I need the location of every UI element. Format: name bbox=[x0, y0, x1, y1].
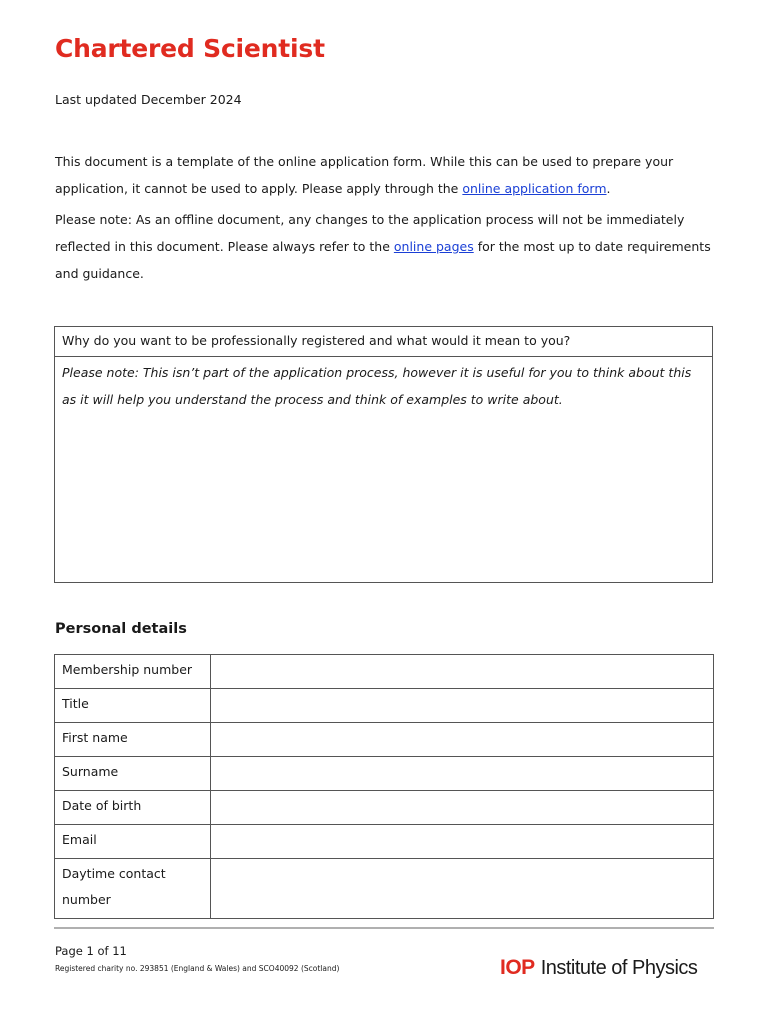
intro-p1-text: This document is a template of the online application form. While this can be used to prepare your application, it cannot be used to apply. Please apply through the bbox=[55, 154, 674, 196]
iop-logo bbox=[500, 956, 697, 980]
date-of-birth-label: Date of birth bbox=[55, 791, 211, 825]
email-field[interactable] bbox=[211, 825, 714, 859]
page-number: Page 1 of 11 bbox=[55, 944, 127, 958]
intro-text bbox=[55, 148, 725, 291]
online-pages-link[interactable]: online pages bbox=[393, 239, 474, 254]
intro-p1-end: . bbox=[606, 181, 611, 196]
footer-divider bbox=[54, 927, 714, 929]
date-of-birth-field[interactable] bbox=[211, 791, 714, 825]
table-row bbox=[55, 757, 714, 791]
last-updated: Last updated December 2024 bbox=[55, 92, 242, 107]
motivation-question: Why do you want to be professionally registered and what would it mean to you? bbox=[55, 327, 712, 357]
membership-number-field[interactable] bbox=[211, 655, 714, 689]
table-row bbox=[55, 723, 714, 757]
table-row bbox=[55, 859, 714, 919]
title-label: Title bbox=[55, 689, 211, 723]
first-name-label: First name bbox=[55, 723, 211, 757]
table-row bbox=[55, 655, 714, 689]
motivation-box bbox=[54, 326, 713, 583]
first-name-field[interactable] bbox=[211, 723, 714, 757]
intro-paragraph-1 bbox=[55, 148, 725, 202]
page-title: Chartered Scientist bbox=[55, 34, 325, 63]
motivation-answer-area[interactable] bbox=[55, 357, 712, 415]
email-label: Email bbox=[55, 825, 211, 859]
daytime-contact-number-field[interactable] bbox=[211, 859, 714, 919]
motivation-note: Please note: This isn’t part of the application process, however it is useful for you to think about this as it will help you understand the process and think of examples to write about. bbox=[62, 365, 692, 407]
personal-details-heading: Personal details bbox=[55, 621, 187, 637]
table-row bbox=[55, 825, 714, 859]
title-field[interactable] bbox=[211, 689, 714, 723]
table-row bbox=[55, 689, 714, 723]
surname-label: Surname bbox=[55, 757, 211, 791]
daytime-contact-number-label: Daytime contact number bbox=[55, 859, 211, 919]
membership-number-label: Membership number bbox=[55, 655, 211, 689]
online-application-form-link[interactable]: online application form bbox=[462, 181, 607, 196]
charity-registration: Registered charity no. 293851 (England & Wales) and SCO40092 (Scotland) bbox=[55, 964, 340, 973]
intro-p2-text: Please note: As an offline document, any changes to the application process will not be immediately reflected in this document. Please always refer to the bbox=[55, 212, 685, 254]
table-row bbox=[55, 791, 714, 825]
surname-field[interactable] bbox=[211, 757, 714, 791]
logo-mark: IOP bbox=[500, 956, 535, 979]
personal-details-table bbox=[54, 654, 714, 919]
intro-p2-end: for the most up to date requirements and guidance. bbox=[55, 239, 711, 281]
intro-paragraph-2 bbox=[55, 206, 725, 287]
logo-text: Institute of Physics bbox=[540, 957, 698, 979]
